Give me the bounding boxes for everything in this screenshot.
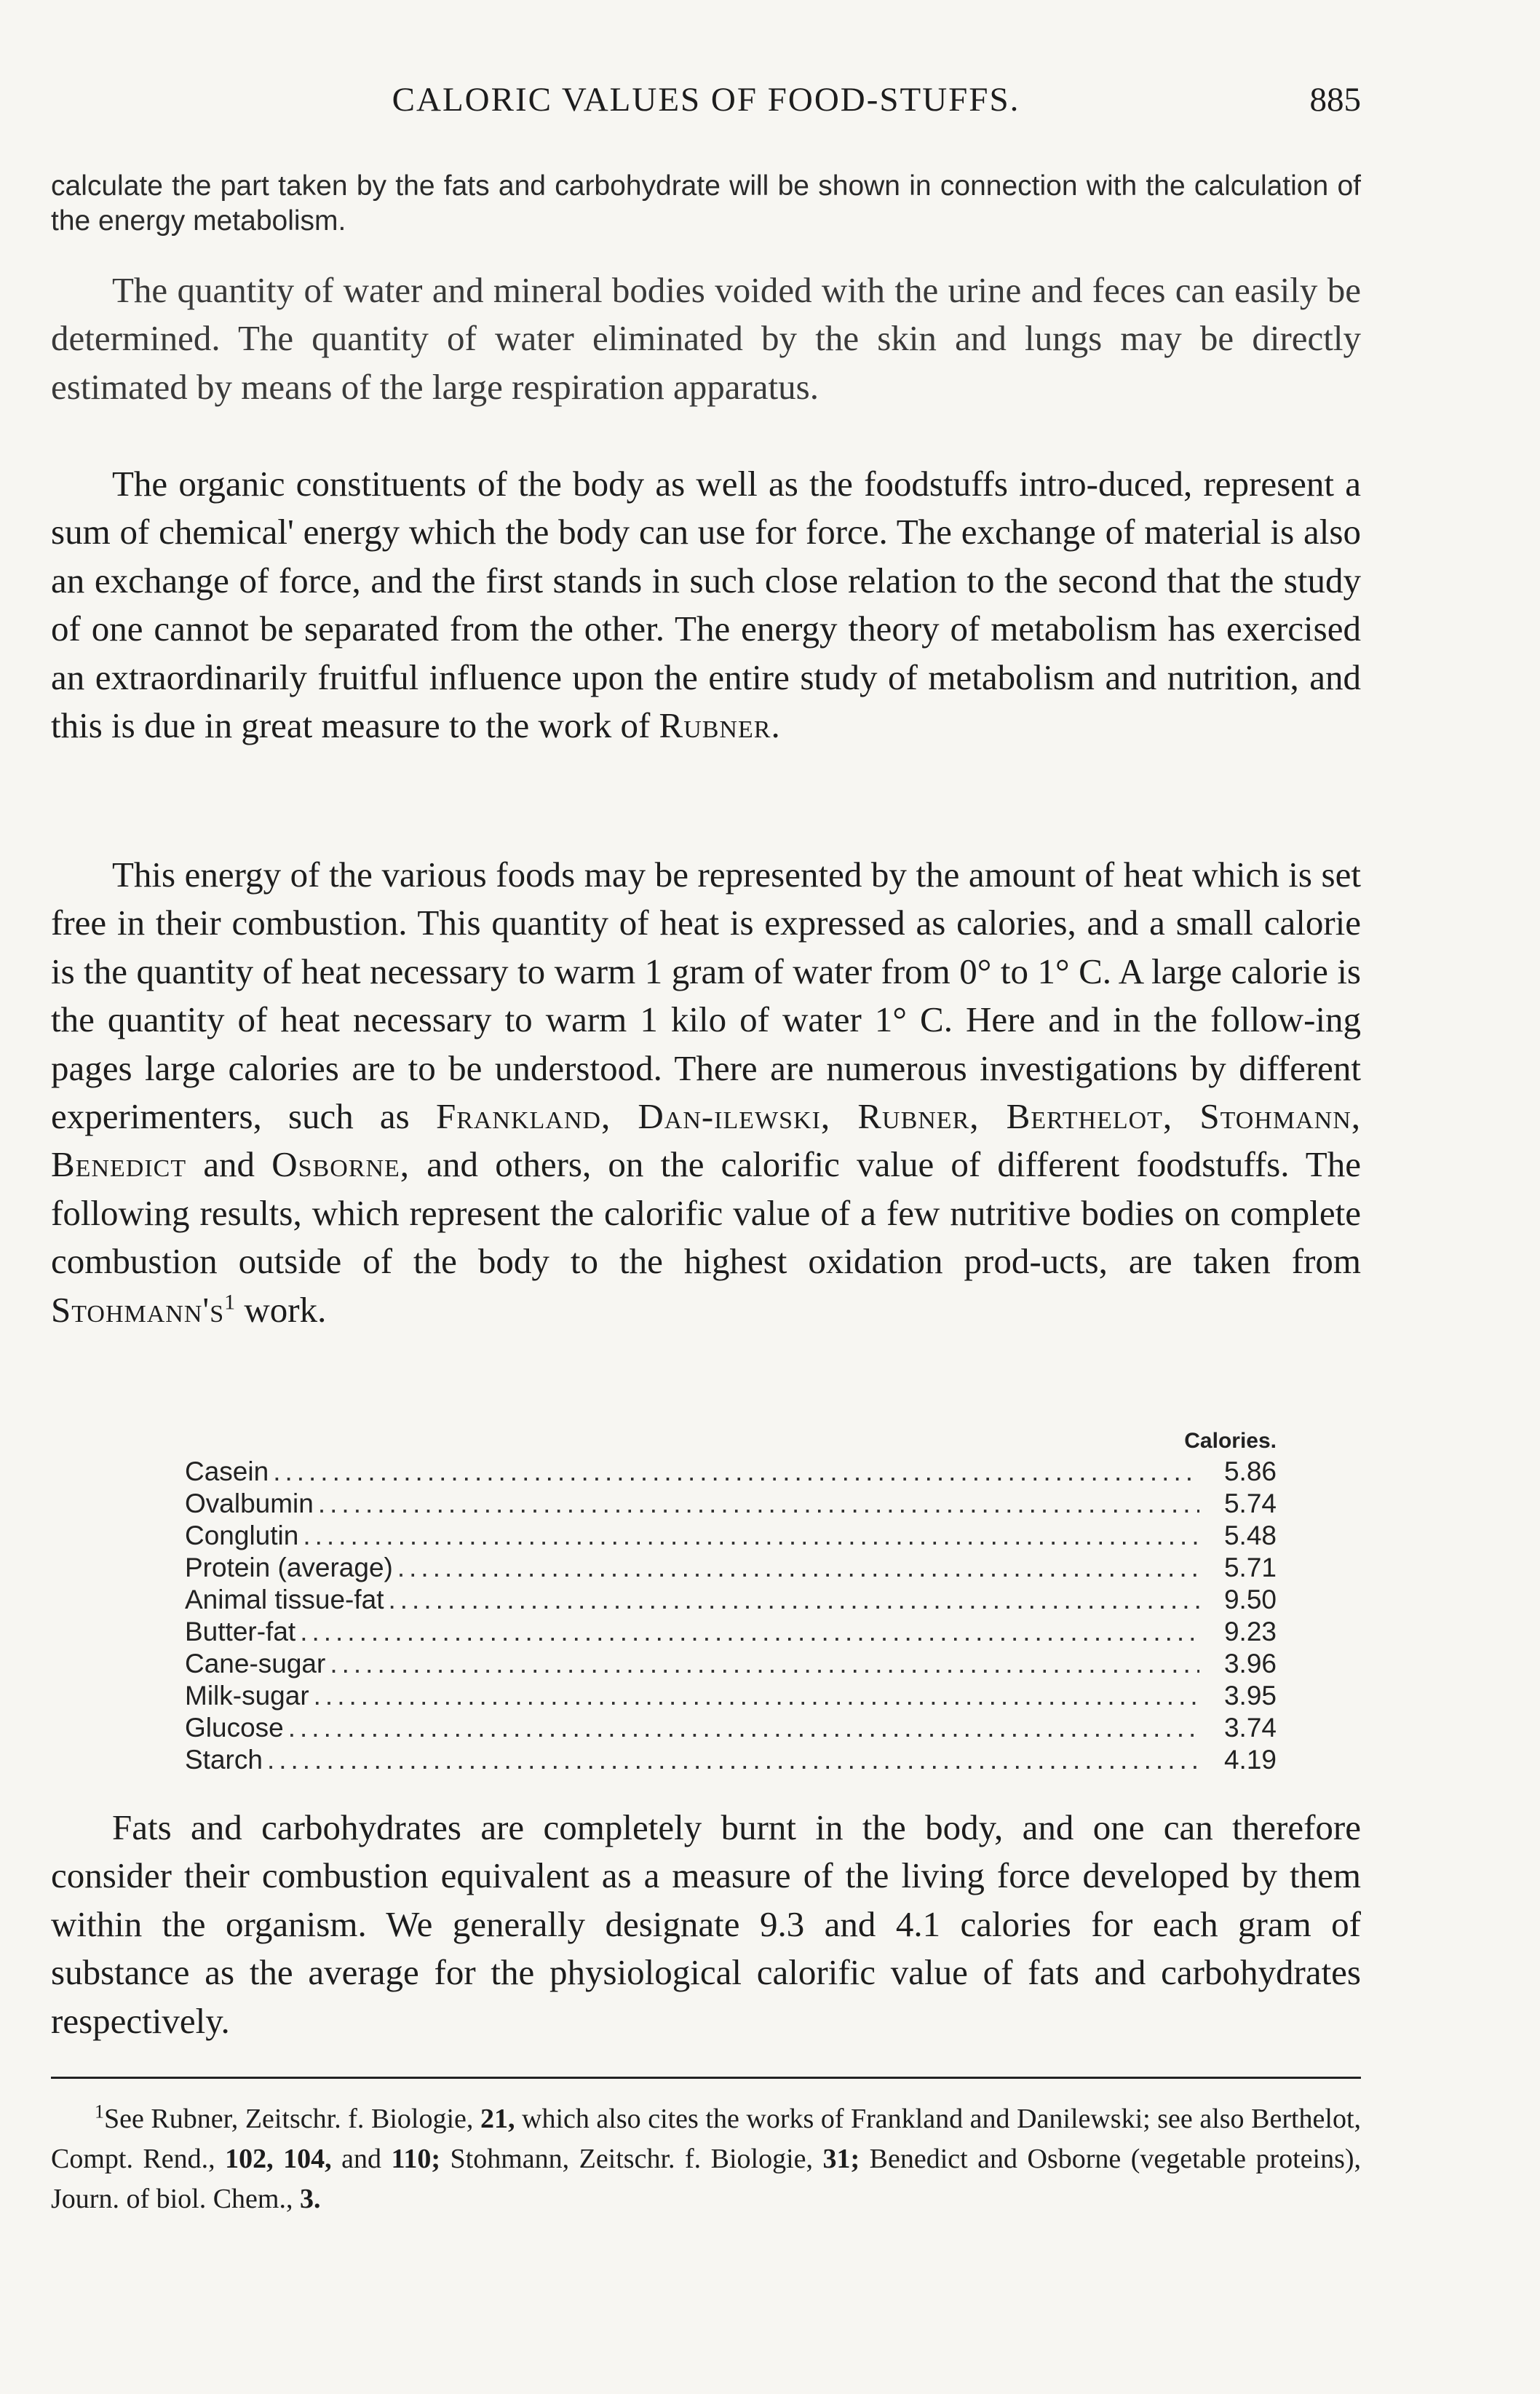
calorie-row: [185, 1680, 1277, 1712]
footnote-volume: 102, 104,: [225, 2144, 332, 2174]
dot-leader: [303, 1520, 1199, 1552]
page-header-title: CALORIC VALUES OF FOOD-STUFFS.: [392, 81, 1020, 119]
calorie-column-header: Calories.: [1184, 1429, 1277, 1453]
foodstuff-name: Protein (average): [185, 1553, 393, 1582]
heat-paragraph-text-b: and others, on the calorific value of different foodstuffs. The following results, which represent the calorific value of a few nutritive bodies on complete combustion outside of the body to the highest oxidation prod-ucts, are taken from: [51, 1144, 1361, 1282]
footnote-text: Benedict and Osborne (vegetable proteins), Journ. of biol. Chem.,: [51, 2144, 1362, 2214]
foodstuff-name: Butter-fat: [185, 1617, 296, 1646]
heat-paragraph: [51, 851, 1361, 1334]
heat-and: and: [203, 1144, 255, 1185]
footnote-marker: 1: [95, 2101, 104, 2123]
calorie-row: [185, 1488, 1277, 1520]
calorie-row: [185, 1552, 1277, 1584]
footnote-reference: 1: [224, 1290, 236, 1315]
calorie-row: [185, 1616, 1277, 1648]
foodstuff-name: Animal tissue-fat: [185, 1585, 384, 1614]
calorie-table: [185, 1427, 1277, 1776]
calorie-value: 3.96: [1223, 1649, 1277, 1678]
fats-paragraph: Fats and carbohydrates are completely burnt in the body, and one can therefore consider their combustion equivalent as a measure of the living force developed by them within the organism. We generally designate 9.3 and 4.1 calories for each gram of substance as the average for the physiological calorific value of fats and carbohydrates respectively.: [51, 1807, 1361, 2041]
energy-paragraph-text: The organic constituents of the body as well as the foodstuffs intro-duced, represent a sum of chemical' energy which the body can use for force. The exchange of material is also an exchange of force, and the first stands in such close relation to the second that the study of one cannot be separated from the other. The energy theory of metabolism has exercised an extraordinarily fruitful influence upon the entire study of metabolism and nutrition, and this is due in great measure to the work of: [51, 464, 1361, 746]
page-number: 885: [1309, 81, 1361, 119]
footnote-volume: 3.: [299, 2184, 321, 2214]
footnote-text: See Rubner, Zeitschr. f. Biologie,: [104, 2104, 474, 2134]
name-osborne: Osborne,: [271, 1144, 410, 1185]
calorie-row: [185, 1456, 1277, 1488]
experimenter-names: Frankland, Dan-ilewski, Rubner, Berthelot, Stohmann, Benedict: [51, 1096, 1362, 1185]
calorie-value: 3.95: [1223, 1681, 1277, 1711]
footnote-divider: [51, 2077, 1361, 2079]
calorie-value: 9.23: [1223, 1617, 1277, 1646]
calorie-row: [185, 1584, 1277, 1616]
footnote-text: which also cites the works of Frankland and Danilewski; see also Berthelot, Compt. Rend.,: [51, 2104, 1362, 2174]
dot-leader: [267, 1744, 1199, 1776]
foodstuff-name: Casein: [185, 1456, 269, 1486]
foodstuff-name: Milk-sugar: [185, 1681, 309, 1711]
dot-leader: [330, 1648, 1199, 1680]
calorie-row: [185, 1712, 1277, 1744]
foodstuff-name: Conglutin: [185, 1521, 299, 1550]
calorie-rows: [185, 1456, 1277, 1776]
dot-leader: [389, 1584, 1200, 1616]
footnote-volume: 110;: [391, 2144, 441, 2174]
name-stohmann: Stohmann's: [51, 1289, 225, 1330]
calorie-row: [185, 1520, 1277, 1552]
calorie-value: 5.48: [1223, 1521, 1277, 1550]
calorie-value: 5.86: [1223, 1456, 1277, 1486]
water-paragraph: The quantity of water and mineral bodies voided with the urine and feces can easily be determined. The quantity of water eliminated by the skin and lungs may be directly estimated by means of the large respiration apparatus.: [51, 270, 1361, 407]
foodstuff-name: Starch: [185, 1745, 263, 1775]
calorie-value: 9.50: [1223, 1585, 1277, 1614]
dot-leader: [318, 1488, 1199, 1520]
heat-paragraph-text-a: This energy of the various foods may be represented by the amount of heat which is set free in their combustion. This quantity of heat is expressed as calories, and a small calorie is the quantity of heat necessary to warm 1 gram of water from 0° to 1° C. A large calorie is the quantity of heat necessary to warm 1 kilo of water 1° C. Here and in the follow-ing pages large calories are to be understood. There are numerous investigations by different experimenters, such as: [51, 855, 1361, 1137]
book-page: [51, 0, 1361, 2394]
energy-paragraph: The organic constituents of the body as well as the foodstuffs intro-duced, represent a sum of chemical' energy which the body can use for force. The exchange of material is also an exchange of force, and the first stands in such close relation to the second that the study of one cannot be separated from the other. The energy theory of metabolism has exercised an extraordinarily fruitful influence upon the entire study of metabolism and nutrition, and this is due in great measure to the work of Rubner.: [51, 464, 1361, 746]
foodstuff-name: Ovalbumin: [185, 1489, 314, 1518]
calorie-row: [185, 1648, 1277, 1680]
footnote-volume: 21,: [480, 2104, 515, 2134]
foodstuff-name: Glucose: [185, 1713, 284, 1743]
footnote: [51, 2099, 1361, 2219]
footnote-text: and: [341, 2144, 381, 2174]
calorie-value: 3.74: [1223, 1713, 1277, 1743]
continuation-paragraph: calculate the part taken by the fats and carbohydrate will be shown in connection with the calculation of the energy metabolism.: [51, 170, 1361, 237]
name-rubner: Rubner: [659, 705, 771, 746]
dot-leader: [397, 1552, 1199, 1584]
heat-paragraph-end: work.: [244, 1289, 327, 1330]
calorie-row: [185, 1744, 1277, 1776]
foodstuff-name: Cane-sugar: [185, 1649, 326, 1678]
footnote-text: Stohmann, Zeitschr. f. Biologie,: [450, 2144, 814, 2174]
footnote-volume: 31;: [822, 2144, 860, 2174]
dot-leader: [288, 1712, 1199, 1744]
calorie-value: 5.74: [1223, 1489, 1277, 1518]
dot-leader: [300, 1616, 1199, 1648]
calorie-value: 5.71: [1223, 1553, 1277, 1582]
dot-leader: [314, 1680, 1199, 1712]
running-head: [51, 80, 1361, 124]
dot-leader: [273, 1456, 1199, 1488]
calorie-value: 4.19: [1223, 1745, 1277, 1775]
